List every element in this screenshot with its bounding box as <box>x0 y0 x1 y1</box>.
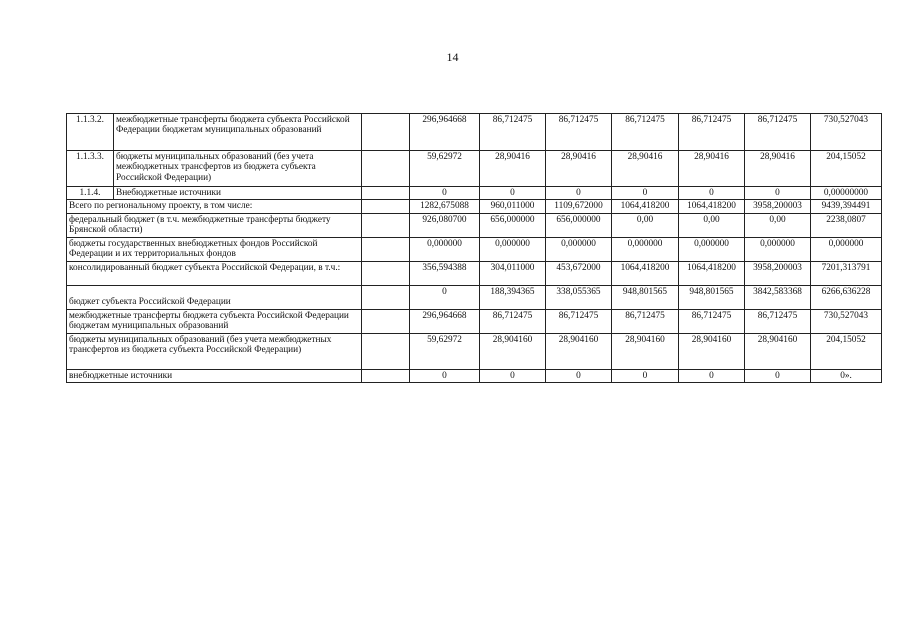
value-cell: 28,90416 <box>745 151 811 187</box>
empty-cell <box>362 187 410 200</box>
value-cell: 1064,418200 <box>679 200 745 213</box>
table-row <box>67 309 882 333</box>
empty-cell <box>362 369 410 382</box>
value-cell: 28,904160 <box>546 333 612 369</box>
value-cell: 0,000000 <box>811 237 882 261</box>
value-cell: 0,000000 <box>679 237 745 261</box>
value-cell: 296,964668 <box>410 114 480 151</box>
table-row <box>67 151 882 187</box>
value-cell: 86,712475 <box>745 114 811 151</box>
row-label: Всего по региональному проекту, в том числе: <box>67 200 362 213</box>
value-cell: 948,801565 <box>612 285 679 309</box>
value-cell: 204,15052 <box>811 333 882 369</box>
value-cell: 28,904160 <box>745 333 811 369</box>
empty-cell <box>362 333 410 369</box>
value-cell: 0,00 <box>679 213 745 237</box>
value-cell: 28,90416 <box>546 151 612 187</box>
row-label: федеральный бюджет (в т.ч. межбюджетные трансферты бюджету Брянской области) <box>67 213 362 237</box>
value-cell: 0,00 <box>745 213 811 237</box>
value-cell: 0 <box>546 187 612 200</box>
value-cell: 86,712475 <box>679 309 745 333</box>
value-cell: 730,527043 <box>811 114 882 151</box>
value-cell: 0 <box>410 187 480 200</box>
table-row <box>67 261 882 285</box>
value-cell: 1109,672000 <box>546 200 612 213</box>
value-cell: 356,594388 <box>410 261 480 285</box>
empty-cell <box>362 213 410 237</box>
value-cell: 960,011000 <box>480 200 546 213</box>
row-code: 1.1.3.2. <box>67 114 114 151</box>
row-code: 1.1.3.3. <box>67 151 114 187</box>
table-row <box>67 333 882 369</box>
value-cell: 0,000000 <box>480 237 546 261</box>
value-cell: 296,964668 <box>410 309 480 333</box>
table-row <box>67 285 882 309</box>
value-cell: 59,62972 <box>410 151 480 187</box>
empty-cell <box>362 261 410 285</box>
value-cell: 0 <box>546 369 612 382</box>
value-cell: 730,527043 <box>811 309 882 333</box>
value-cell: 3958,200003 <box>745 261 811 285</box>
value-cell: 0 <box>745 187 811 200</box>
value-cell: 0 <box>480 187 546 200</box>
value-cell: 86,712475 <box>745 309 811 333</box>
value-cell: 0». <box>811 369 882 382</box>
empty-cell <box>362 200 410 213</box>
value-cell: 0 <box>410 369 480 382</box>
value-cell: 1064,418200 <box>679 261 745 285</box>
value-cell: 1064,418200 <box>612 261 679 285</box>
value-cell: 338,055365 <box>546 285 612 309</box>
value-cell: 1282,675088 <box>410 200 480 213</box>
table-row <box>67 200 882 213</box>
value-cell: 86,712475 <box>546 114 612 151</box>
value-cell: 926,080700 <box>410 213 480 237</box>
row-label: бюджеты государственных внебюджетных фондов Российской Федерации и их территориальных фондов <box>67 237 362 261</box>
value-cell: 0 <box>480 369 546 382</box>
table-row <box>67 213 882 237</box>
value-cell: 86,712475 <box>546 309 612 333</box>
value-cell: 0 <box>679 187 745 200</box>
value-cell: 3842,583368 <box>745 285 811 309</box>
empty-cell <box>362 237 410 261</box>
table-row <box>67 369 882 382</box>
row-label: бюджеты муниципальных образований (без учета межбюджетных трансфертов из бюджета субъекта Российской Федерации) <box>114 151 362 187</box>
value-cell: 0,000000 <box>745 237 811 261</box>
value-cell: 0 <box>612 369 679 382</box>
value-cell: 0,000000 <box>410 237 480 261</box>
value-cell: 0 <box>679 369 745 382</box>
row-code: 1.1.4. <box>67 187 114 200</box>
value-cell: 453,672000 <box>546 261 612 285</box>
value-cell: 1064,418200 <box>612 200 679 213</box>
table-row <box>67 114 882 151</box>
value-cell: 0 <box>745 369 811 382</box>
value-cell: 304,011000 <box>480 261 546 285</box>
value-cell: 86,712475 <box>612 114 679 151</box>
table-row <box>67 187 882 200</box>
value-cell: 9439,394491 <box>811 200 882 213</box>
value-cell: 28,90416 <box>480 151 546 187</box>
row-label: бюджеты муниципальных образований (без учета межбюджетных трансфертов из бюджета субъекта Российской Федерации) <box>67 333 362 369</box>
value-cell: 0,00 <box>612 213 679 237</box>
row-label: бюджет субъекта Российской Федерации <box>67 285 362 309</box>
empty-cell <box>362 309 410 333</box>
value-cell: 0,000000 <box>546 237 612 261</box>
value-cell: 0,00000000 <box>811 187 882 200</box>
value-cell: 86,712475 <box>480 114 546 151</box>
value-cell: 204,15052 <box>811 151 882 187</box>
value-cell: 656,000000 <box>480 213 546 237</box>
value-cell: 0 <box>612 187 679 200</box>
value-cell: 28,904160 <box>612 333 679 369</box>
value-cell: 6266,636228 <box>811 285 882 309</box>
value-cell: 188,394365 <box>480 285 546 309</box>
value-cell: 86,712475 <box>612 309 679 333</box>
value-cell: 0 <box>410 285 480 309</box>
value-cell: 86,712475 <box>480 309 546 333</box>
empty-cell <box>362 114 410 151</box>
value-cell: 7201,313791 <box>811 261 882 285</box>
value-cell: 28,904160 <box>480 333 546 369</box>
value-cell: 86,712475 <box>679 114 745 151</box>
value-cell: 656,000000 <box>546 213 612 237</box>
row-label: Внебюджетные источники <box>114 187 362 200</box>
empty-cell <box>362 151 410 187</box>
page-number: 14 <box>446 50 459 64</box>
row-label: внебюджетные источники <box>67 369 362 382</box>
row-label: консолидированный бюджет субъекта Российской Федерации, в т.ч.: <box>67 261 362 285</box>
row-label: межбюджетные трансферты бюджета субъекта Российской Федерации бюджетам муниципальных образований <box>67 309 362 333</box>
value-cell: 28,904160 <box>679 333 745 369</box>
budget-table <box>66 113 882 383</box>
value-cell: 28,90416 <box>679 151 745 187</box>
value-cell: 59,62972 <box>410 333 480 369</box>
table-row <box>67 237 882 261</box>
value-cell: 948,801565 <box>679 285 745 309</box>
value-cell: 2238,0807 <box>811 213 882 237</box>
row-label: межбюджетные трансферты бюджета субъекта Российской Федерации бюджетам муниципальных образований <box>114 114 362 151</box>
empty-cell <box>362 285 410 309</box>
value-cell: 3958,200003 <box>745 200 811 213</box>
value-cell: 28,90416 <box>612 151 679 187</box>
value-cell: 0,000000 <box>612 237 679 261</box>
